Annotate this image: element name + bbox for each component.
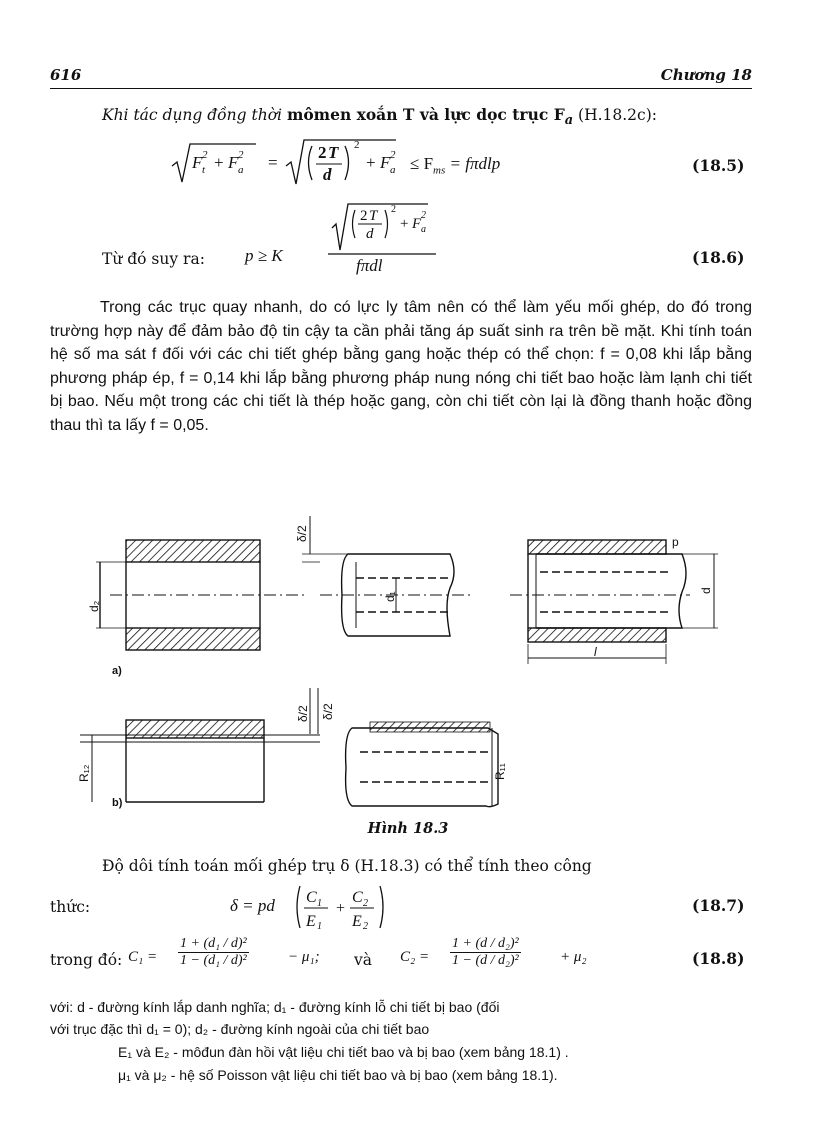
eq-18-5-svg xyxy=(170,136,590,188)
svg-text:=: = xyxy=(268,153,278,172)
figure-18-3 xyxy=(70,512,750,818)
label-delta2c: δ/2 xyxy=(321,703,335,720)
svg-text:2: 2 xyxy=(391,204,396,215)
label-p: p xyxy=(672,535,679,549)
eq-18-7-lead: thức: xyxy=(50,898,91,916)
svg-text:2: 2 xyxy=(363,898,368,909)
equation-18-5 xyxy=(170,136,770,188)
sleeve-bottom-wall xyxy=(126,628,260,650)
svg-text:1: 1 xyxy=(317,921,322,932)
eq-18-8-c1: C₁ = xyxy=(128,949,158,965)
svg-text:t: t xyxy=(202,164,206,176)
svg-text:d: d xyxy=(323,165,332,184)
svg-text:C: C xyxy=(306,889,317,906)
eq-18-8-c2-frac: $\frac{\text{1 + (d / d₂)²}}{\text{1 − (d / d₂)²}}$ xyxy=(452,936,519,968)
label-R12: R₁₂ xyxy=(77,764,91,782)
svg-text:T: T xyxy=(369,208,378,224)
chapter-title: Chương 18 xyxy=(660,66,752,84)
svg-text:a: a xyxy=(238,164,244,176)
label-d: d xyxy=(699,587,713,594)
svg-text:2: 2 xyxy=(238,149,244,161)
svg-text:F: F xyxy=(192,153,203,172)
svg-text:T: T xyxy=(328,143,339,162)
svg-text:E: E xyxy=(306,913,316,930)
label-delta2: δ/2 xyxy=(295,525,309,542)
label-l: l xyxy=(594,645,597,659)
equation-18-7 xyxy=(50,882,760,932)
eq-18-8-lead: trong đó: xyxy=(50,951,123,969)
eq-18-5-rhs: ≤ $F_{ms} = f\pi dlp$ xyxy=(410,154,501,177)
intro-bold: mômen xoắn T và lực dọc trục F xyxy=(286,105,565,124)
svg-text:a: a xyxy=(421,224,426,235)
eq-18-7-number: (18.7) xyxy=(692,896,745,915)
equation-18-8 xyxy=(50,934,760,984)
body-paragraph: Trong các trục quay nhanh, do có lực ly tâm nên có thể làm yếu mối ghép, do đó trong trường hợp này để đảm bảo độ tin cậy ta cần phải tăng áp suất sinh ra trên bề mặt. Khi tính toán hệ số ma sát f đối với các chi tiết ghép bằng gang hoặc thép có thể chọn: f = 0,08 khi lắp bằng phương pháp ép, f = 0,14 khi lắp bằng phương pháp nung nóng chi tiết bao hoặc làm lạnh chi tiết bị bao. Nếu một trong các chi tiết là thép hoặc gang, còn chi tiết còn lại là đồng thanh hoặc đồng thau thì ta lấy f = 0,05. xyxy=(50,299,752,434)
eq-18-8-c1-frac: $\frac{\text{1 + (d₁ / d)²}}{\text{1 − (d₁ / d)²}}$ xyxy=(180,936,247,968)
eq-18-6-expr: p ≥ K xyxy=(245,246,283,265)
svg-text:1: 1 xyxy=(317,898,322,909)
svg-text:+: + xyxy=(336,900,346,917)
assembled-top-wall xyxy=(528,540,666,554)
intro-line: Khi tác dụng đồng thời mômen xoắn T và lực dọc trục $F_a$ (H.18.2c): xyxy=(102,105,657,129)
intro-italic: Khi tác dụng đồng thời xyxy=(102,106,282,124)
svg-text:2: 2 xyxy=(318,143,327,162)
figure-caption: Hình 18.3 xyxy=(367,820,449,837)
eq-18-6-lead: Từ đó suy ra: xyxy=(102,250,205,268)
label-R11: R₁₁ xyxy=(493,763,507,780)
svg-text:F: F xyxy=(380,153,391,172)
equation-18-6 xyxy=(50,200,760,280)
svg-text:+: + xyxy=(366,153,376,172)
svg-text:+: + xyxy=(400,216,409,232)
svg-text:2: 2 xyxy=(421,210,426,221)
sleeve-top-wall xyxy=(126,540,260,562)
label-a: a) xyxy=(112,665,122,677)
svg-text:C: C xyxy=(352,889,363,906)
page-number: 616 xyxy=(50,66,82,84)
note-line-4: μ₁ và μ₂ - hệ số Poisson vật liệu chi tiết bao và bị bao (xem bảng 18.1). xyxy=(118,1067,558,1083)
label-b: b) xyxy=(112,797,123,809)
note-line-2: với trục đặc thì d₁ = 0); d₂ - đường kính ngoài của chi tiết bao xyxy=(50,1021,430,1037)
svg-text:2: 2 xyxy=(354,139,360,151)
label-delta2b: δ/2 xyxy=(296,705,310,722)
assembled-bottom-wall xyxy=(528,628,666,642)
eq-18-8-number: (18.8) xyxy=(692,949,745,968)
svg-text:F: F xyxy=(228,153,239,172)
svg-text:2: 2 xyxy=(202,149,208,161)
eq-18-6-number: (18.6) xyxy=(692,248,745,267)
svg-text:2: 2 xyxy=(363,921,368,932)
eq-18-8-and: và xyxy=(354,951,372,969)
eq-18-6-numerator-svg xyxy=(328,200,508,280)
eq-18-6-denominator: fπdl xyxy=(356,256,383,275)
svg-text:2: 2 xyxy=(390,149,396,161)
page-header xyxy=(50,66,752,89)
eq-18-8-c1-tail: − μ₁; xyxy=(288,949,320,965)
note-line-3: E₁ và E₂ - môđun đàn hồi vật liệu chi tiết bao và bị bao (xem bảng 18.1) . xyxy=(118,1044,569,1060)
intro-ref: (H.18.2c): xyxy=(578,106,657,124)
svg-text:F: F xyxy=(412,216,422,232)
eq-18-7-fraction-svg xyxy=(294,882,414,932)
svg-text:2: 2 xyxy=(360,208,368,224)
label-d2: d₂ xyxy=(87,600,101,612)
text-18-7-line: Độ dôi tính toán mối ghép trụ δ (H.18.3) có thể tính theo công xyxy=(102,857,592,875)
b-shaft-layer xyxy=(370,722,490,732)
label-d1: d₁ xyxy=(383,591,397,602)
svg-text:+: + xyxy=(214,153,224,172)
svg-text:d: d xyxy=(366,226,374,242)
eq-18-7-expr: δ = pd xyxy=(230,896,275,915)
eq-18-8-c2: C₂ = xyxy=(400,949,430,965)
eq-18-5-number: (18.5) xyxy=(692,156,745,175)
eq-18-8-c2-tail: + μ₂ xyxy=(560,949,587,965)
svg-text:E: E xyxy=(352,913,362,930)
svg-text:a: a xyxy=(390,164,396,176)
note-line-1: với: d - đường kính lắp danh nghĩa; d₁ - đường kính lỗ chi tiết bị bao (đối xyxy=(50,999,500,1015)
